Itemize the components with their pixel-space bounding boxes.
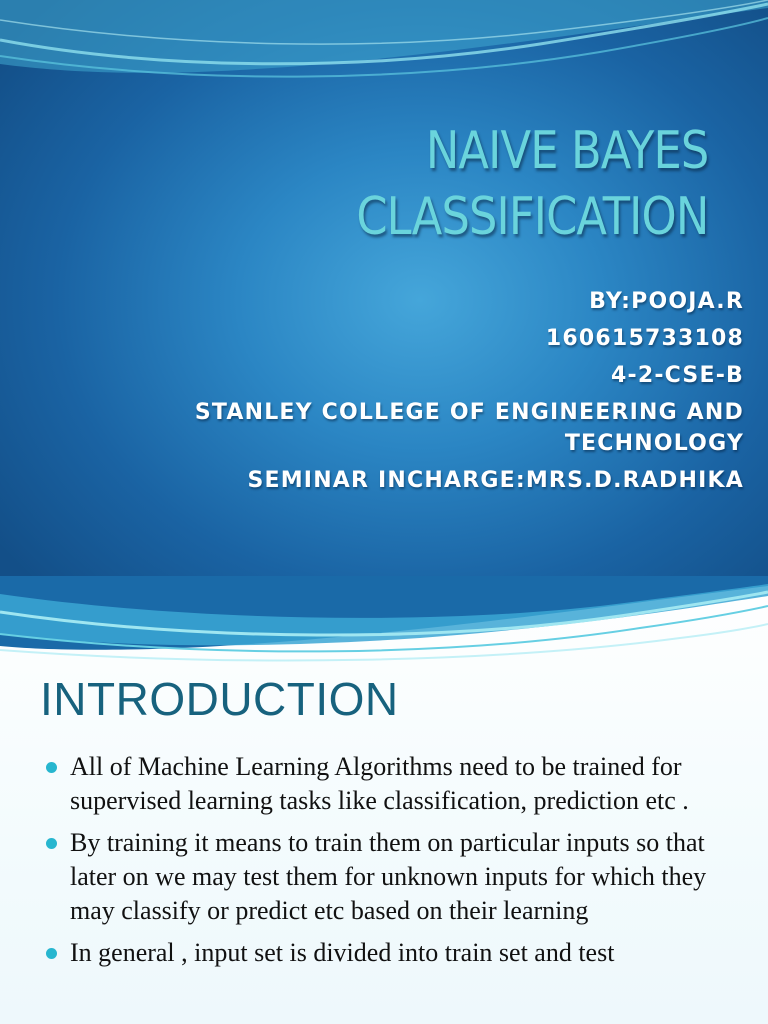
- bottom-wave-decoration: [0, 576, 768, 666]
- list-item: [42, 936, 742, 970]
- introduction-slide: [0, 576, 768, 1024]
- list-item: [42, 750, 742, 818]
- slide-heading: INTRODUCTION: [40, 673, 399, 725]
- bullet-text: In general , input set is divided into train set and test: [70, 938, 615, 967]
- title-line-1: NAIVE BAYES: [425, 121, 708, 181]
- bullet-text: All of Machine Learning Algorithms need to be trained for supervised learning tasks like classification, prediction etc .: [70, 752, 689, 815]
- class-section: 4-2-CSE-B: [610, 363, 744, 388]
- author: BY:POOJA.R: [589, 289, 744, 314]
- roll-number: 160615733108: [545, 326, 744, 351]
- seminar-incharge: SEMINAR INCHARGE:MRS.D.RADHIKA: [247, 468, 744, 493]
- college-line-2: TECHNOLOGY: [564, 431, 744, 456]
- bullet-dot-icon: [46, 948, 57, 959]
- author-info: [24, 286, 744, 496]
- bullet-text: By training it means to train them on particular inputs so that later on we may test them for unknown inputs for which they may classify or predict etc based on their learning: [70, 828, 707, 925]
- slide-title: [356, 118, 708, 250]
- list-item: [42, 826, 742, 928]
- title-line-2: CLASSIFICATION: [355, 187, 708, 247]
- bullet-dot-icon: [46, 762, 57, 773]
- top-wave-decoration: [0, 0, 768, 100]
- bullet-list: [42, 750, 742, 978]
- bullet-dot-icon: [46, 838, 57, 849]
- college-line-1: STANLEY COLLEGE OF ENGINEERING AND: [194, 400, 744, 425]
